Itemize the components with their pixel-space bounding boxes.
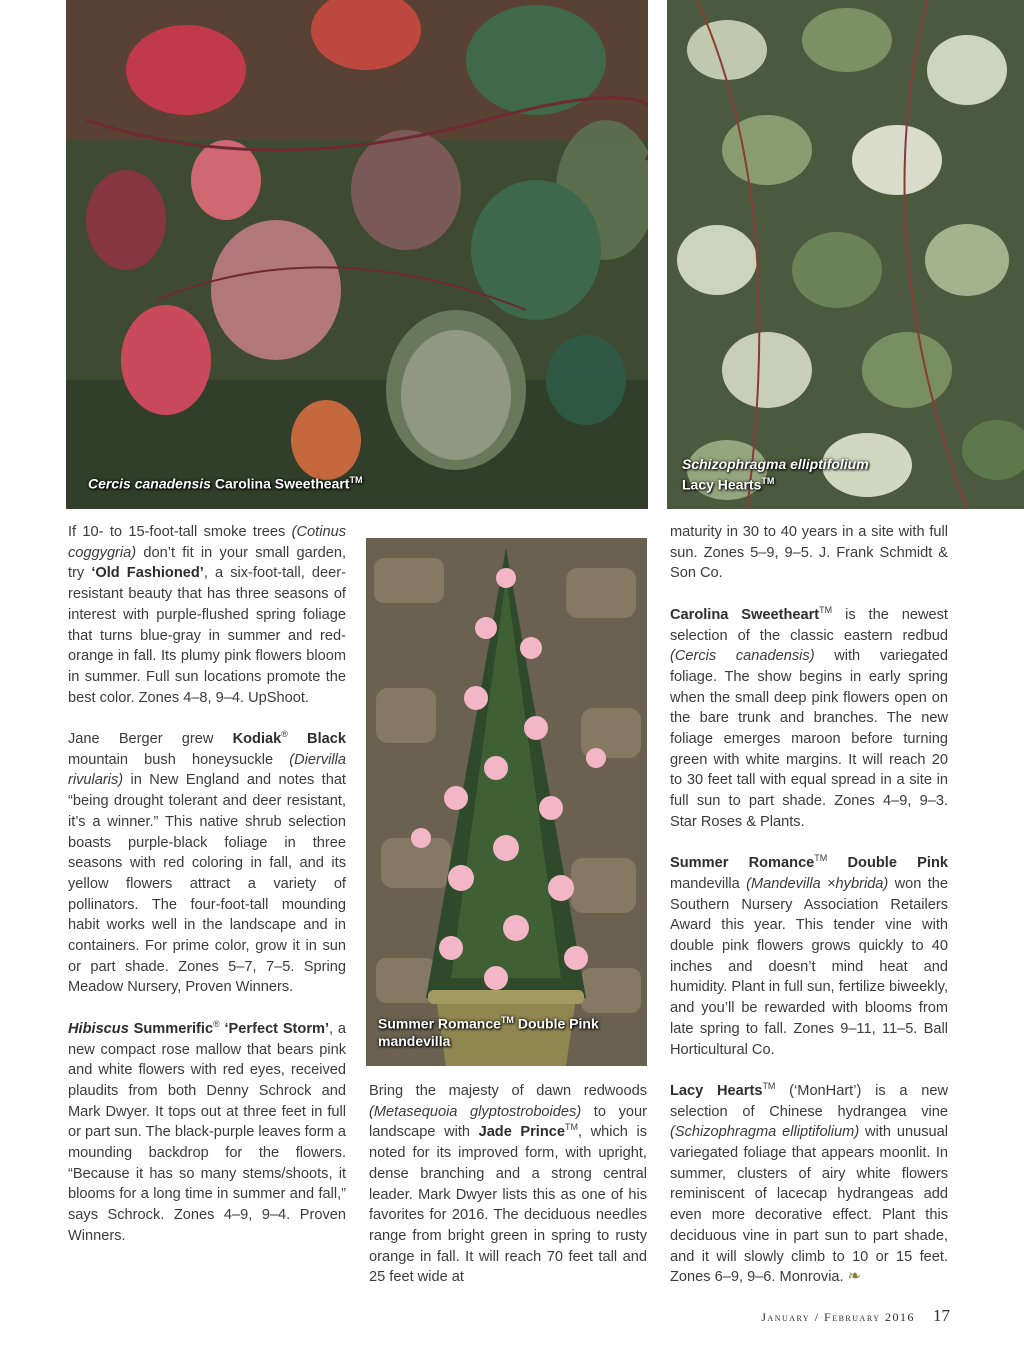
redbud-leaves-image: [66, 0, 648, 509]
botanical-name: (Schizophragma elliptifolium): [670, 1124, 860, 1141]
cultivar-name: Lacy Hearts: [670, 1082, 763, 1099]
paragraph-lacy-hearts: [670, 1081, 948, 1288]
mandevilla-pot-image: [366, 538, 647, 1066]
trademark: TM: [762, 1081, 776, 1092]
text: Bring the majesty of dawn redwoods: [369, 1083, 647, 1099]
trademark: TM: [819, 604, 833, 615]
text: (‘MonHart’) is a new selection of Chinese hydrangea vine: [670, 1082, 948, 1120]
cultivar-name: Jade Prince: [478, 1124, 565, 1141]
registered-mark: ®: [213, 1018, 220, 1029]
text: is the newest selection of the classic eastern redbud: [670, 606, 948, 644]
cultivar-name: Summerific: [128, 1020, 214, 1037]
text: , a six-foot-tall, deer-resistant beauty that has three seasons of interest with purple-flushed spring foliage that turns blue-gray in summer and red-orange in fall. Its plumy pink flowers bloom in summer. Full sun locations promote the best color. Zones 4–8, 9–4. UpShoot.: [68, 565, 346, 706]
cultivar-name: ‘Perfect Storm’: [219, 1020, 330, 1037]
text: with variegated foliage. The show begins in early spring when the small deep pink flowers open on the bare trunk and branches. The new foliage emerges maroon before turning green with white margins. It will reach 20 to 30 feet tall with equal spread in a site in full sun to part shade. Zones 4–9, 9–3. Star Roses & Plants.: [670, 648, 948, 830]
redbud-caption: [88, 472, 362, 493]
botanical-name: (Cotinus coggygria): [68, 524, 346, 561]
text: won the Southern Nursery Association Retailers Award this year. This tender vine with double pink flowers grows quickly to 40 inches and doesn’t mind heat and humidity. Plant in full sun, fertilize biweekly, and you’ll be rewarded with blooms from late spring to fall. Zones 9–11, 11–5. Ball Horticultural Co.: [670, 875, 948, 1058]
botanical-name: (Cercis canadensis): [670, 648, 815, 665]
caption-cultivar: Lacy Hearts: [682, 476, 762, 493]
text: maturity in 30 to 40 years in a site with full sun. Zones 5–9, 9–5. J. Frank Schmidt & Son Co.: [670, 524, 948, 582]
botanical-name: (Mandevilla ×hybrida): [746, 875, 889, 892]
paragraph-summer-romance: [670, 853, 948, 1060]
page-number: 17: [933, 1306, 950, 1325]
text: , a new compact rose mallow that bears pink and white flowers with red eyes, received plaudits from both Denny Schrock and Mark Dwyer. It tops out at three feet in full or part sun. The black-purple leaves form a mounding backdrop for the flowers. “Because it has so many stems/shoots, it blooms for a long time in summer and fall,” says Schrock. Zones 4–9, 9–4. Proven Winners.: [68, 1020, 346, 1244]
caption-species: Schizophragma elliptifolium: [682, 456, 869, 472]
caption-line2: mandevilla: [378, 1032, 451, 1049]
caption-line1b: Double Pink: [513, 1015, 599, 1032]
botanical-name: (Diervilla rivularis): [68, 751, 346, 789]
hydrangea-vine-leaves-image: [667, 0, 1024, 509]
photo-hydrangea-vine: [667, 0, 1024, 509]
paragraph-kodiak-black: [68, 729, 346, 998]
caption-tm: TM: [500, 1015, 514, 1025]
mandevilla-caption: [378, 1012, 599, 1050]
text: Jane Berger grew: [68, 731, 233, 748]
paragraph-perfect-storm: [68, 1019, 346, 1247]
text: If 10- to 15-foot-tall smoke trees: [68, 524, 292, 540]
text: mandevilla: [670, 875, 747, 892]
page-footer: [690, 1306, 950, 1326]
caption-tm: TM: [349, 475, 363, 485]
botanical-name: (Metasequoia glyptostroboides): [369, 1103, 582, 1120]
hydrangea-caption: [682, 456, 869, 494]
trademark: TM: [814, 853, 828, 864]
paragraph-jade-prince-continued: [670, 522, 948, 584]
photo-redbud: [66, 0, 648, 509]
photo-mandevilla: [366, 538, 647, 1066]
article-column-3: [670, 522, 948, 1288]
article-column-2: [369, 1081, 647, 1288]
registered-mark: ®: [281, 729, 288, 740]
text: to your landscape with: [369, 1103, 647, 1141]
cultivar-name: Double Pink: [827, 855, 948, 872]
text: mountain bush honeysuckle: [68, 751, 290, 768]
issue-date: January / February 2016: [761, 1310, 915, 1324]
cultivar-name: Black: [287, 731, 347, 748]
cultivar-name: Summer Romance: [670, 855, 815, 872]
text: with unusual variegated foliage that appears moonlit. In summer, clusters of airy white flowers reminiscent of lacecap hydrangeas add even more decorative effect. Plant this deciduous vine in part sun to part shade, and it will slowly climb to 10 or 15 feet. Zones 6–9, 9–6. Monrovia.: [670, 1124, 948, 1286]
genus-name: Hibiscus: [68, 1020, 129, 1037]
trademark: TM: [565, 1122, 578, 1133]
paragraph-carolina-sweetheart: [670, 605, 948, 833]
caption-species: Cercis canadensis: [88, 475, 211, 492]
paragraph-old-fashioned: [68, 522, 346, 708]
text: , which is noted for its improved form, with upright, dense branching and a strong central leader. Mark Dwyer lists this as one of his favorites for 2016. The deciduous needles range from bright green in spring to rusty orange in fall. It will reach 70 feet tall and 25 feet wide at: [369, 1124, 647, 1286]
paragraph-jade-prince: [369, 1081, 647, 1288]
cultivar-name: ‘Old Fashioned’: [91, 565, 204, 582]
end-of-article-icon: ❧: [847, 1268, 862, 1286]
caption-line1a: Summer Romance: [378, 1015, 501, 1032]
caption-tm: TM: [761, 476, 775, 486]
caption-cultivar: Carolina Sweetheart: [214, 475, 350, 492]
cultivar-name: Kodiak: [232, 731, 282, 748]
article-column-1: [68, 522, 346, 1247]
text: in New England and notes that “being drought tolerant and deer resistant, it’s a winner.” This native shrub selection boasts purple-black foliage in three seasons with red coloring in fall, and its yellow flowers attract a variety of pollinators. The four-foot-tall mounding habit works well in the landscape and in containers. For prime color, grow it in sun or part shade. Zones 5–7, 7–5. Spring Meadow Nursery, Proven Winners.: [68, 772, 346, 996]
cultivar-name: Carolina Sweetheart: [670, 606, 820, 623]
text: don’t fit in your small garden, try: [68, 544, 346, 582]
